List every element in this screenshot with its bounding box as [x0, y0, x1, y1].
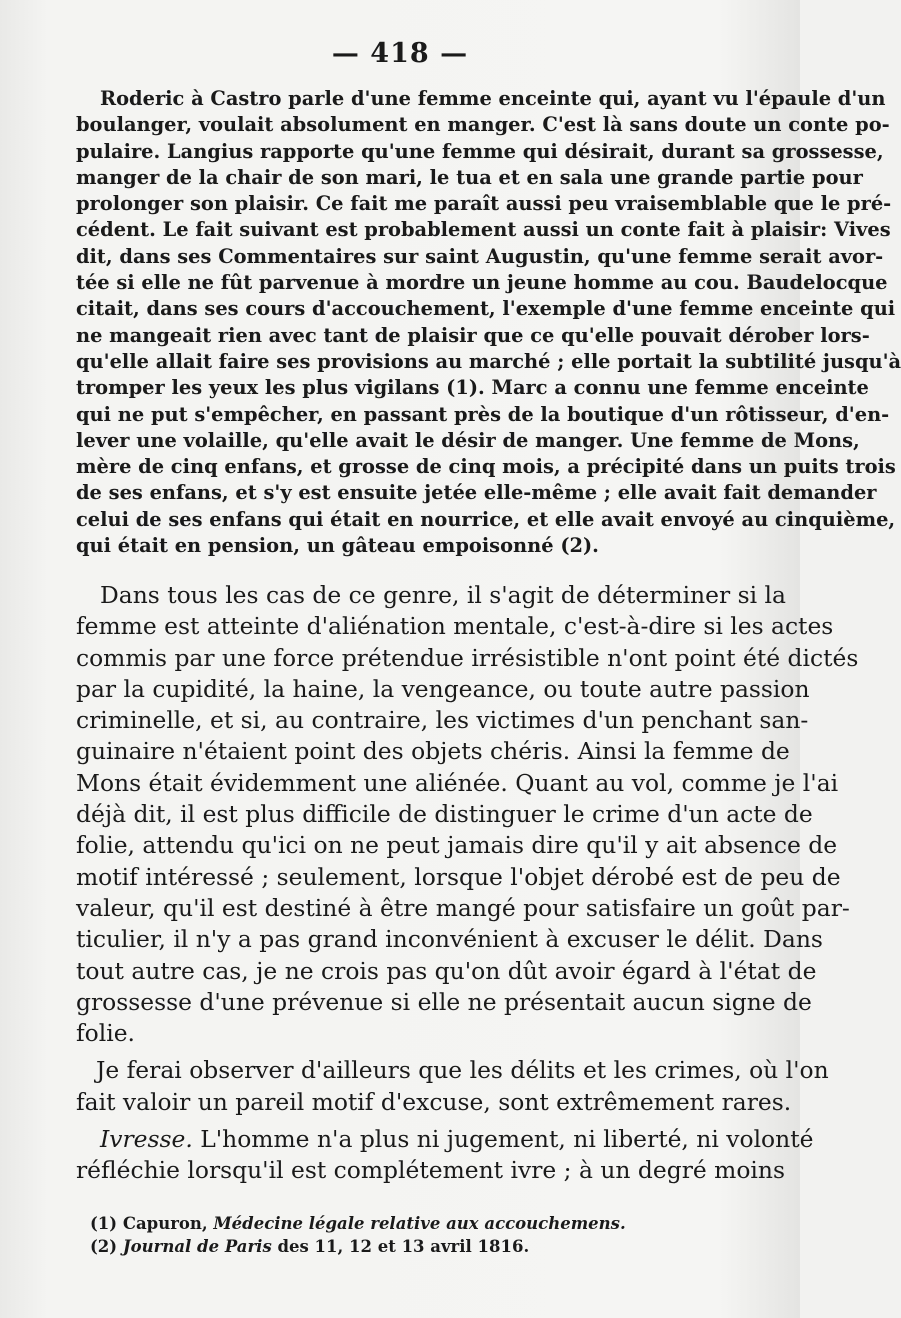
text-line: fait valoir un pareil motif d'excuse, sont extrêmement rares.	[76, 1087, 792, 1116]
footnote-1	[90, 1212, 750, 1235]
page-number: — 418 —	[331, 38, 469, 69]
text-line: folie, attendu qu'ici on ne peut jamais dire qu'il y ait absence de	[76, 831, 838, 860]
text-line: tout autre cas, je ne crois pas qu'on dût avoir égard à l'état de	[76, 956, 817, 985]
footnote-title: Journal de Paris	[122, 1237, 272, 1256]
main-text	[76, 580, 859, 1187]
text-line: lever une volaille, qu'elle avait le désir de manger. Une femme de Mons,	[76, 428, 860, 452]
footnote-2	[90, 1235, 750, 1258]
text-line: criminelle, et si, au contraire, les victimes d'un penchant san-	[76, 706, 809, 735]
footnote-title: Médecine légale relative aux accouchemens.	[213, 1214, 626, 1233]
text-line: folie.	[76, 1019, 135, 1048]
text-line: valeur, qu'il est destiné à être mangé pour satisfaire un goût par-	[76, 893, 850, 922]
text-line: par la cupidité, la haine, la vengeance, ou toute autre passion	[76, 674, 810, 703]
text-line: cédent. Le fait suivant est probablement aussi un conte fait à plaisir: Vives	[76, 218, 891, 242]
text-line: Mons était évidemment une aliénée. Quant au vol, comme je l'ai	[76, 768, 839, 797]
footnote-text: (2)	[90, 1237, 123, 1256]
text-line	[76, 1124, 814, 1155]
text-line: tée si elle ne fût parvenue à mordre un jeune homme au cou. Baudelocque	[76, 271, 888, 295]
text-fragment: L'homme n'a plus ni jugement, ni liberté, ni volonté	[192, 1125, 814, 1154]
text-line: femme est atteinte d'aliénation mentale, c'est-à-dire si les actes	[76, 612, 834, 641]
text-line: qui ne put s'empêcher, en passant près de la boutique d'un rôtisseur, d'en-	[76, 402, 890, 426]
text-line: commis par une force prétendue irrésistible n'ont point été dictés	[76, 643, 859, 672]
text-line: Je ferai observer d'ailleurs que les délits et les crimes, où l'on	[96, 1056, 829, 1085]
text-line: qu'elle allait faire ses provisions au marché ; elle portait la subtilité jusqu'à	[76, 349, 901, 373]
text-line: dit, dans ses Commentaires sur saint Augustin, qu'une femme serait avor-	[76, 244, 884, 268]
footnote-text: des 11, 12 et 13 avril 1816.	[271, 1237, 530, 1256]
text-line: celui de ses enfans qui était en nourrice, et elle avait envoyé au cinquième,	[76, 507, 896, 531]
text-line: ne mangeait rien avec tant de plaisir que ce qu'elle pouvait dérober lors-	[76, 323, 870, 347]
text-line: de ses enfans, et s'y est ensuite jetée elle-même ; elle avait fait demander	[76, 481, 877, 505]
paragraph-analysis	[76, 580, 859, 1049]
text-line: déjà dit, il est plus difficile de distinguer le crime d'un acte de	[76, 800, 813, 829]
text-line: Roderic à Castro parle d'une femme enceinte qui, ayant vu l'épaule d'un	[100, 87, 886, 110]
section-heading: Ivresse.	[100, 1125, 193, 1154]
text-line: réfléchie lorsqu'il est complétement ivre ; à un degré moins	[76, 1156, 785, 1185]
text-line: ticulier, il n'y a pas grand inconvénient à excuser le délit. Dans	[76, 925, 823, 954]
text-line: prolonger son plaisir. Ce fait me paraît aussi peu vraisemblable que le pré-	[76, 192, 892, 216]
text-line: guinaire n'étaient point des objets chéris. Ainsi la femme de	[76, 737, 790, 766]
text-line: manger de la chair de son mari, le tua et en sala une grande partie pour	[76, 165, 863, 189]
text-line: boulanger, voulait absolument en manger. C'est là sans doute un conte po-	[76, 113, 890, 137]
paragraph-observation	[76, 1055, 829, 1118]
text-line: tromper les yeux les plus vigilans (1). Marc a connu une femme enceinte	[76, 376, 869, 400]
text-line: Dans tous les cas de ce genre, il s'agit de déterminer si la	[100, 581, 786, 609]
text-line: motif intéressé ; seulement, lorsque l'objet dérobé est de peu de	[76, 862, 841, 891]
text-line: mère de cinq enfans, et grosse de cinq mois, a précipité dans un puits trois	[76, 455, 896, 479]
text-line: grossesse d'une prévenue si elle ne présentait aucun signe de	[76, 987, 812, 1016]
text-line: pulaire. Langius rapporte qu'une femme qui désirait, durant sa grossesse,	[76, 139, 884, 163]
paragraph-anecdotes	[76, 86, 901, 559]
footnote-text: (1) Capuron,	[90, 1214, 214, 1233]
text-line: citait, dans ses cours d'accouchement, l'exemple d'une femme enceinte qui	[76, 297, 896, 321]
footnotes	[90, 1212, 750, 1258]
text-line: qui était en pension, un gâteau empoisonné (2).	[76, 534, 599, 558]
paragraph-ivresse	[76, 1124, 814, 1187]
